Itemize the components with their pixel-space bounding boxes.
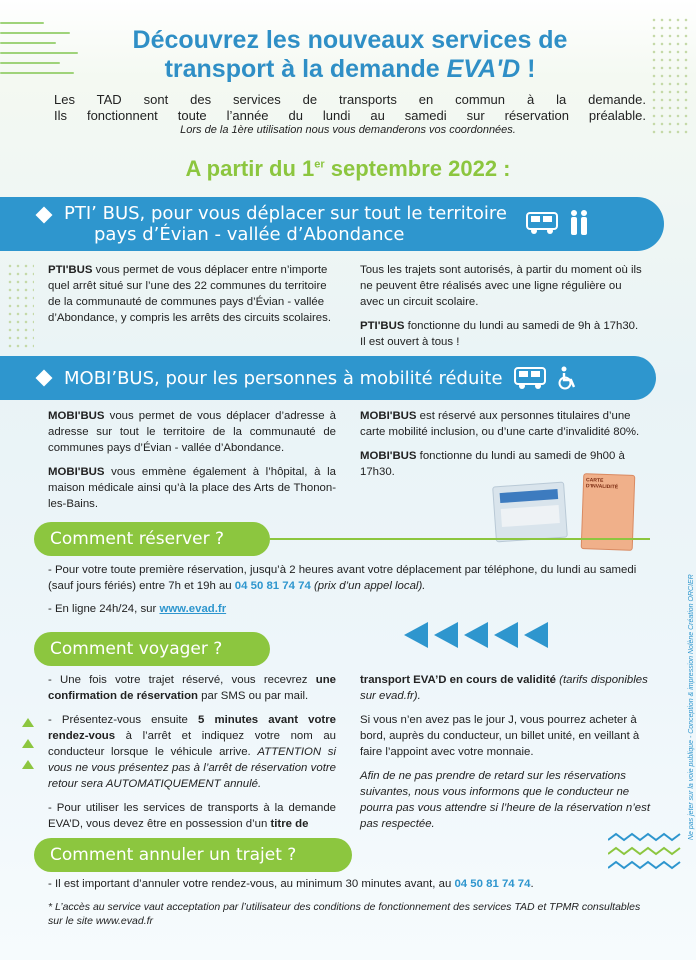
divider — [270, 538, 650, 540]
intro-text: Les TAD sont des services de transports en commun à la demande. Ils fonctionnent toute l’année du lundi au samedi sur réservation préalable. — [54, 92, 646, 123]
voyager-left: - Une fois votre trajet réservé, vous recevrez une confirmation de réservation par SMS ou par mail. - Présentez-vous ensuite 5 minutes avant votre rendez-vous à l’arrêt et indiquez votre nom au conducteur lorsque le véhicule arrive. ATTENTION si vous ne vous présentez pas à l’arrêt de réservation votre retour sera AUTOMATIQUEMENT annulé. - Pour utiliser les services de transports à la demande EVA’D, vous devez être en possession d’un titre de — [48, 674, 336, 830]
wheelchair-icon — [556, 366, 578, 390]
chevron-up-icon — [22, 739, 34, 748]
arrow-left-icon — [524, 622, 548, 648]
ptibus-right: Tous les trajets sont autorisés, à partir du moment où ils ne peuvent être réalisés avec une ligne régulière ou avec un circuit scolaire. PTI'BUS fonctionne du lundi au samedi de 9h à 17h30. Il est ouvert à tous ! — [360, 264, 642, 348]
footnote: * L’accès au service vaut acceptation par l’utilisateur des conditions de fonctionnement des services TAD et TPMR consultables sur le site www.evad.fr — [48, 901, 641, 927]
family-icon — [568, 209, 590, 237]
invalidity-card-image: CARTE D'INVALIDITÉ — [581, 473, 636, 551]
mobibus-left: MOBI'BUS vous permet de vous déplacer d’adresse à adresse sur tout le territoire de la communauté de communes pays d’Évian - vallée d’Abondance. MOBI'BUS vous emmène également à l’hôpital, à la maison médicale ainsi qu’à la place des Arts de Thonon-les-Bains. — [48, 410, 336, 510]
evad-website-link[interactable]: www.evad.fr — [159, 603, 227, 615]
annuler-heading: Comment annuler un trajet ? — [34, 838, 352, 872]
diamond-icon — [36, 370, 53, 387]
bus-icon — [526, 211, 560, 235]
chevron-up-icon — [22, 718, 34, 727]
mobibus-right: MOBI'BUS est réservé aux personnes titulaires d’une carte mobilité inclusion, ou d’une carte d’invalidité 80%. MOBI'BUS fonctionne du lundi au samedi de 9h00 à 17h30. — [360, 410, 640, 478]
start-date: A partir du 1er septembre 2022 : — [185, 156, 511, 181]
reserver-heading: Comment réserver ? — [34, 522, 270, 556]
voyager-right: transport EVA’D en cours de validité (tarifs disponibles sur evad.fr). Si vous n’en avez pas le jour J, vous pourrez acheter à bord, auprès du conducteur, un billet unité, en veillant à faire l’appoint avec votre monnaie. Afin de ne pas prendre de retard sur les réservations suivantes, nous vous informons que le conducteur ne pourra pas vous attendre si l’heure de la réservation n’est pas respectée. — [360, 674, 650, 830]
page-title: Découvrez les nouveaux services de transport à la demande EVA'D ! — [132, 26, 568, 83]
chevron-up-icon — [22, 760, 34, 769]
brand-logo: EVA'D — [446, 55, 521, 83]
cards-photo — [494, 474, 638, 552]
voyager-heading: Comment voyager ? — [34, 632, 270, 666]
reserver-text: - Pour votre toute première réservation, jusqu’à 2 heures avant votre déplacement par téléphone, du lundi au samedi (sauf jours fériés) entre 7h et 19h au 04 50 81 74 74 (prix d’un appel local). — [48, 564, 637, 592]
vertical-credit: Ne pas jeter sur la voie publique - Conception & impression Nolène Création ORCIER — [688, 574, 695, 840]
annuler-phone-link[interactable]: 04 50 81 74 74 — [454, 878, 531, 890]
arrow-left-icon — [464, 622, 488, 648]
dot-pattern — [6, 262, 34, 352]
decorative-lines — [0, 22, 80, 82]
ptibus-left: PTI'BUS vous permet de vous déplacer entre n’importe quel arrêt situé sur l’une des 22 communes du territoire de la communauté de communes pays d’Évian - vallée d’Abondance, y compris les arrêts des circuits scolaires. — [48, 264, 331, 324]
arrows-decoration — [404, 622, 548, 648]
zigzag-decoration — [608, 832, 682, 880]
reserver-phone-link[interactable]: 04 50 81 74 74 — [234, 580, 311, 592]
arrow-left-icon — [434, 622, 458, 648]
dot-pattern — [650, 16, 690, 136]
bus-icon — [514, 366, 548, 390]
diamond-icon — [36, 207, 53, 224]
reserver-online: - En ligne 24h/24, sur www.evad.fr — [48, 603, 227, 615]
mobibus-banner: MOBI’BUS, pour les personnes à mobilité réduite — [0, 356, 656, 400]
chevrons-decoration — [22, 718, 34, 769]
annuler-text: - Il est important d’annuler votre rendez-vous, au minimum 30 minutes avant, au 04 50 81 74 74. — [48, 878, 534, 890]
mobility-card-image — [492, 482, 568, 543]
arrow-left-icon — [404, 622, 428, 648]
arrow-left-icon — [494, 622, 518, 648]
intro-note: Lors de la 1ère utilisation nous vous demanderons vos coordonnées. — [180, 124, 516, 136]
ptibus-banner: PTI’ BUS, pour vous déplacer sur tout le territoire pays d’Évian - vallée d’Abondance — [0, 197, 664, 251]
